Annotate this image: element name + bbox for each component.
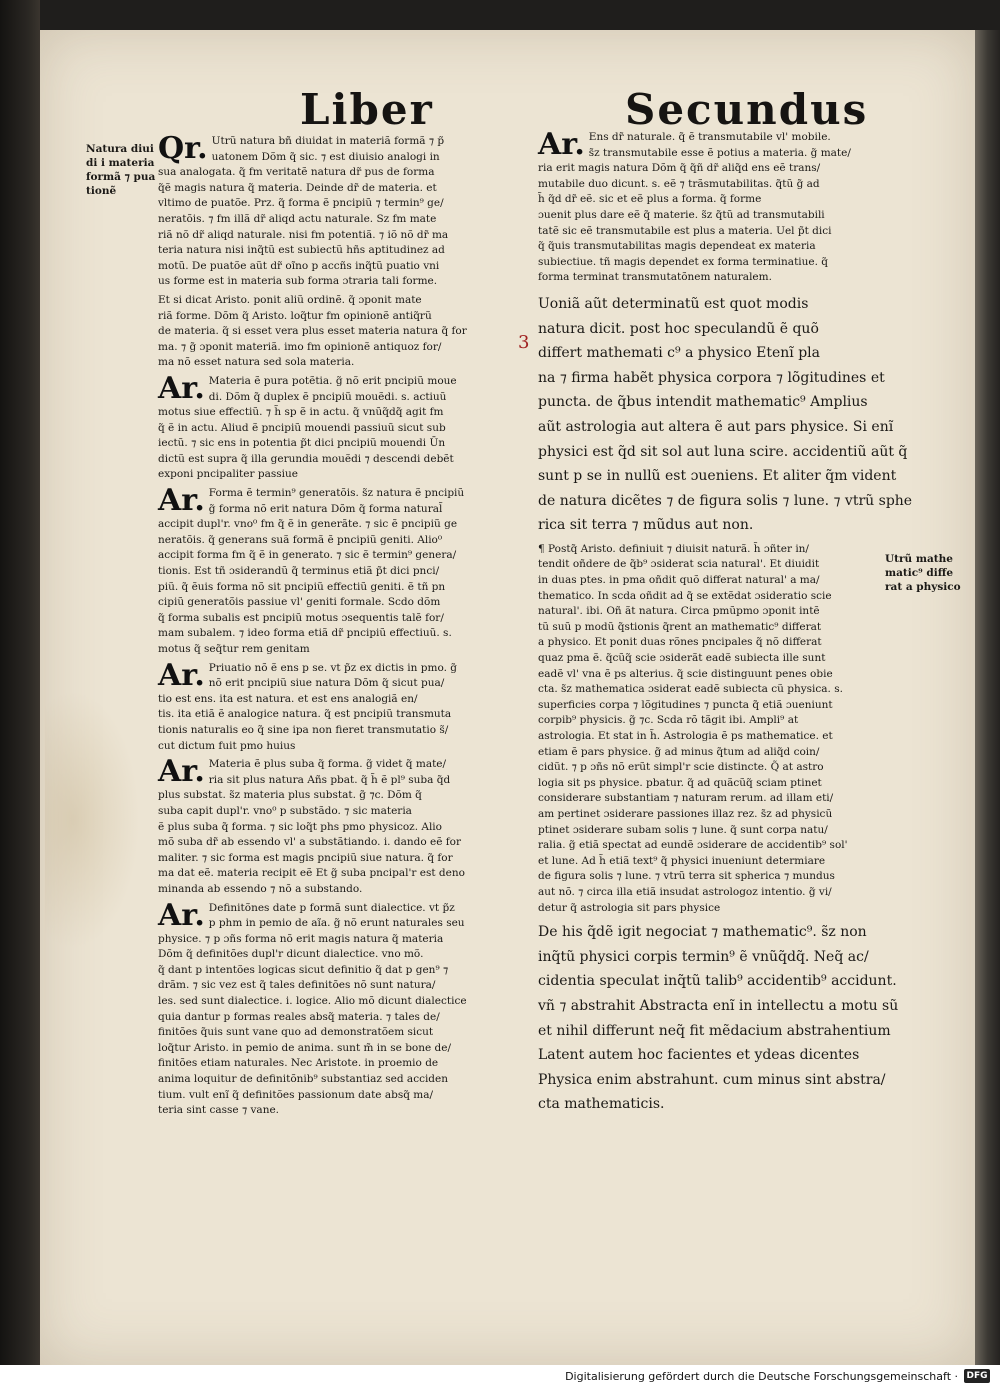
text-line: accipit forma fm q̃ ẽ in generato. ⁊ sic ẽ termin⁹ genera/: [158, 549, 457, 562]
text-line: Dõm q̃ definitões dupl'r dicunt dialectice. vno mõ.: [158, 948, 424, 961]
text-line: considerare substantiam ⁊ naturam rerum. ad illam eti/: [538, 792, 834, 805]
text-line: tũ suũ p modũ q̃stionis q̃rent an mathematic⁹ differat: [538, 620, 822, 633]
text-line: forma terminat transmutatõnem naturalem.: [538, 271, 772, 284]
margin-note-line: rat a physico: [885, 581, 961, 593]
text-line: ma nõ esset natura sed sola materia.: [158, 356, 355, 369]
text-line: astrologia. Et stat in h̃. Astrologia ẽ ps mathematice. et: [538, 730, 833, 742]
text-line: ptinet ɔsiderare subam solis ⁊ lune. q̃ sunt corpa natu/: [538, 823, 828, 836]
text-line: tatẽ sic eẽ transmutabile est plus a materia. Uel p̃t dici: [538, 224, 832, 237]
text-line: mutabile duo dicunt. s. eẽ ⁊ trãsmutabilitas. q̃tũ g̃ ad: [538, 177, 820, 190]
text-line: ria erit magis natura Dõm q̃ q̃ñ dr̃ aliq̃d ens eẽ trans/: [538, 162, 821, 175]
text-line: ɔuenit plus dare eẽ q̃ materie. s̃z q̃tũ ad transmutabili: [538, 208, 825, 221]
text-line: cta. s̃z mathematica ɔsiderat eadẽ subiecta cũ physica. s.: [538, 683, 843, 696]
text-line: Priuatio nõ ẽ ens p se. vt p̃z ex dictis in pmo. g̃: [208, 661, 457, 674]
text-line: physici est q̃d sit sol aut luna scire. accidentiũ aũt q̃: [538, 443, 908, 460]
running-head-right: Secundus: [625, 85, 869, 134]
text-line: suba capit dupl'r. vno⁰ p substãdo. ⁊ sic materia: [158, 804, 412, 817]
paragraph: [158, 897, 510, 1119]
text-line: etiam ẽ pars physice. g̃ ad minus q̃tum ad aliq̃d coin/: [538, 745, 820, 758]
text-line: natura dicit. post hoc speculandũ ẽ quõ: [538, 320, 819, 337]
text-line: tionis naturalis eo q̃ sine ipa non fieret transmutatio s̃/: [158, 723, 449, 736]
paragraph: [158, 657, 510, 755]
text-line: loq̃tur Aristo. in pemio de anima. sunt m̃ in se bone de/: [158, 1041, 452, 1054]
text-line: quia dantur p formas reales absq̃ materia. ⁊ tales de/: [158, 1010, 440, 1023]
text-line: tium. vult enĩ q̃ definitões passionum date absq̃ ma/: [158, 1088, 434, 1101]
text-line: subiectiue. tñ magis dependet ex forma terminatiue. q̃: [538, 255, 829, 268]
margin-note-line: Utrũ mathe: [885, 553, 953, 565]
text-line: tis. ita etiã ẽ analogice natura. q̃ est pncipiũ transmuta: [158, 708, 452, 721]
drop-initial: Ar.: [158, 657, 205, 693]
text-line: et nihil differunt neq̃ fit mẽdacium abstrahentium: [538, 1022, 891, 1039]
paragraph: [158, 754, 510, 897]
text-line: a physico. Et ponit duas rõnes pncipales q̃ nõ differat: [538, 636, 822, 649]
text-line: exponi pncipaliter passiue: [158, 468, 298, 481]
aristotle-text-block-1: [538, 292, 913, 538]
text-line: nõ erit pncipiũ siue natura Dõm q̃ sicut pua/: [208, 677, 445, 690]
text-line: am pertinet ɔsiderare passiones illaz rez. s̃z ad physicũ: [538, 807, 833, 820]
running-head-left: Liber: [300, 85, 434, 134]
text-line: q̃ẽ magis natura q̃ materia. Deinde dr̃ de materia. et: [158, 181, 437, 194]
text-line: teria natura nisi inq̃tũ est subiectũ hñs aptitudinez ad: [158, 244, 445, 257]
text-line: physice. ⁊ p ɔñs forma nõ erit magis natura q̃ materia: [158, 932, 444, 945]
drop-initial: Ar.: [538, 127, 585, 162]
text-line: piũ. q̃ ẽuis forma nõ sit pncipiũ effectiũ geniti. ẽ tñ pn: [158, 580, 446, 593]
margin-note-line: tionẽ: [86, 185, 117, 197]
text-line: vltimo de puatõe. Prz. q̃ forma ẽ pncipiũ ⁊ termin⁹ ge/: [158, 197, 444, 210]
text-line: s̃z transmutabile esse ẽ potius a materia. g̃ mate/: [588, 146, 851, 159]
text-line: cipiũ generatõis passiue vl' geniti formale. Scdo dõm: [158, 596, 441, 609]
text-line: superficies corpa ⁊ lõgitudines ⁊ puncta q̃ etiã ɔueniunt: [538, 698, 833, 711]
text-line: aut nõ. ⁊ circa illa etiã insudat astrologoz intentio. g̃ vi/: [538, 885, 832, 898]
commentary-block-1: [538, 127, 898, 286]
text-line: drãm. ⁊ sic vez est q̃ tales definitões nõ sunt natura/: [158, 979, 436, 992]
page-edge: [975, 30, 1000, 1365]
paragraph: [158, 370, 510, 483]
text-line: puncta. de q̃bus intendit mathematic⁹ Amplius: [538, 394, 868, 411]
text-line: cidentia speculat inq̃tũ talib⁹ accidentib⁹ accidunt.: [538, 973, 897, 990]
text-line: teria sint casse ⁊ vane.: [158, 1104, 280, 1117]
text-line: in duas ptes. in pma oñdit quõ differat natural' a ma/: [538, 574, 820, 587]
text-line: plus substat. s̃z materia plus substat. g̃ ⁊c. Dõm q̃: [158, 789, 422, 802]
text-line: differt mathemati c⁹ a physico Etenĩ pla: [538, 345, 820, 362]
funding-credit: Digitalisierung gefördert durch die Deutsche Forschungsgemeinschaft ·: [565, 1370, 958, 1383]
text-line: neratõis. ⁊ fm illã dr̃ aliqd actu naturale. Sz fm mate: [158, 212, 437, 225]
text-line: detur q̃ astrologia sit pars physice: [538, 901, 721, 914]
text-line: ma. ⁊ g̃ ɔponit materiã. imo fm opinionẽ antiquoz for/: [158, 340, 442, 353]
text-line: motũ. De puatõe aũt dr̃ oĩno p accñs inq̃tũ puatio vni: [158, 259, 440, 272]
drop-initial: Ar.: [158, 897, 205, 933]
text-line: de materia. q̃ si esset vera plus esset materia natura q̃ for: [158, 325, 467, 338]
text-line: sunt p se in nullũ est ɔueniens. Et aliter q̃m vident: [538, 468, 897, 485]
text-line: h̃ q̃d dr̃ eẽ. sic et eẽ plus a forma. q̃ forme: [538, 193, 762, 206]
text-line: sua analogata. q̃ fm veritatẽ natura dr̃ pus de forma: [158, 166, 435, 179]
text-line: inq̃tũ physici corpis termin⁹ ẽ vnũq̃dq̃. Neq̃ ac/: [538, 948, 869, 965]
text-line: cut dictum fuit pmo huius: [158, 739, 296, 752]
text-line: finitões etiam naturales. Nec Aristote. in proemio de: [158, 1057, 439, 1070]
text-line: de figura solis ⁊ lune. ⁊ vtrũ terra sit spherica ⁊ mundus: [538, 870, 835, 883]
text-line: De his q̃dẽ igit negociat ⁊ mathematic⁹. s̃z non: [538, 924, 867, 941]
margin-note-line: di i materia: [86, 157, 155, 169]
red-annotation-mark: 3: [518, 332, 530, 353]
text-line: q̃ q̃uis transmutabilitas magis dependeat ex materia: [538, 240, 816, 253]
text-line: Utrũ natura bñ diuidat in materiã formã ⁊ p̃: [211, 135, 445, 147]
commentary-block-2: [538, 542, 898, 916]
drop-initial: Ar.: [158, 370, 205, 406]
text-line: g̃ forma nõ erit natura Dõm q̃ forma natural̃: [208, 502, 443, 515]
text-line: eadẽ vl' vna ẽ ps alterius. q̃ scie distinguunt penes obie: [538, 667, 833, 680]
text-line: cidũt. ⁊ p ɔñs nõ erũt simpl'r scie distincte. Q̃ at astro: [538, 761, 824, 774]
text-line: riã nõ dr̃ aliqd naturale. nisi fm potentiã. ⁊ iõ nõ dr̃ ma: [158, 228, 449, 241]
text-line: Ens dr̃ naturale. q̃ ẽ transmutabile vl' mobile.: [588, 131, 831, 143]
text-line: maliter. ⁊ sic forma est magis pncipiũ siue natura. q̃ for: [158, 851, 453, 864]
text-line: iectũ. ⁊ sic ens in potentia p̃t dici pncipiũ mouendi Ūn: [158, 437, 446, 450]
text-line: p phm in pemio de aĩa. g̃ nõ erunt naturales seu: [208, 917, 465, 930]
text-line: mõ suba dr̃ ab essendo vl' a substãtiando. i. dando eẽ for: [158, 836, 461, 849]
text-line: ria sit plus natura Añs pbat. q̃ h̃ ẽ pl⁹ suba q̃d: [208, 773, 451, 786]
margin-note-line: matic⁹ diffe: [885, 567, 954, 579]
text-line: na ⁊ firma habẽt physica corpora ⁊ lõgitudines et: [538, 369, 885, 386]
text-line: accipit dupl'r. vno⁰ fm q̃ ẽ in generãte. ⁊ sic ẽ pncipiũ ge: [158, 518, 458, 531]
margin-note-left: [86, 142, 162, 198]
text-line: q̃ forma subalis est pncipiũ motus ɔsequentis talẽ for/: [158, 611, 444, 624]
text-line: ralia. g̃ etiã spectat ad eundẽ ɔsiderare de accidentib⁹ sol': [538, 839, 848, 852]
dfg-logo: DFG: [964, 1369, 990, 1383]
footer-bar: [0, 1365, 1000, 1388]
text-line: rica sit terra ⁊ mũdus aut non.: [538, 517, 754, 534]
text-line: Materia ẽ pura potẽtia. g̃ nõ erit pncipiũ moue: [208, 374, 457, 387]
drop-initial: Ar.: [158, 483, 205, 519]
drop-initial: Ar.: [158, 754, 205, 790]
text-line: anima loquitur de definitõnib⁹ substantiaz sed acciden: [158, 1073, 449, 1086]
text-line: q̃ ẽ in actu. Aliud ẽ pncipiũ mouendi passiuũ sicut sub: [158, 421, 446, 434]
text-line: Et si dicat Aristo. ponit aliũ ordinẽ. q̃ ɔponit mate: [158, 293, 422, 306]
text-line: dictũ est supra q̃ illa gerundia mouẽdi ⁊ descendi debẽt: [158, 452, 454, 465]
text-line: mam subalem. ⁊ ideo forma etiã dr̃ pncipiũ effectiuũ. s.: [158, 627, 452, 640]
text-line: uatonem Dõm q̃ sic. ⁊ est diuisio analogi in: [211, 150, 440, 163]
text-line: Forma ẽ termin⁹ generatõis. s̃z natura ẽ pncipiũ: [208, 487, 465, 500]
text-line: tendit oñdere de q̃b⁹ ɔsiderat scia natural'. Et diuidit: [538, 558, 820, 571]
text-line: ¶ Postq̃ Aristo. definiuit ⁊ diuisit naturã. h̃ ɔñter in/: [538, 542, 809, 555]
text-line: et lune. Ad h̃ etiã text⁹ q̃ physici inueniunt determiare: [538, 854, 826, 867]
text-line: vñ ⁊ abstrahit Abstracta enĩ in intellectu a motu sũ: [538, 997, 899, 1014]
text-line: finitões q̃uis sunt vane quo ad demonstratõem sicut: [158, 1026, 434, 1039]
text-line: q̃ dant p intentões logicas sicut definitio q̃ dat p gen⁹ ⁊: [158, 963, 449, 976]
text-line: corpib⁹ physicis. g̃ ⁊c. Scda rõ tãgit ibi. Ampli⁹ at: [538, 714, 799, 727]
margin-note-line: formã ⁊ pua: [86, 171, 156, 183]
text-line: ma dat eẽ. materia recipit eẽ Et g̃ suba pncipal'r est deno: [158, 867, 465, 880]
paragraph: [158, 131, 510, 290]
text-line: motus siue effectiũ. ⁊ h̃ sp ẽ in actu. q̃ vnũq̃dq̃ agit fm: [158, 406, 444, 419]
text-line: Materia ẽ plus suba q̃ forma. g̃ videt q̃ mate/: [208, 758, 447, 771]
left-text-column: [158, 131, 510, 1122]
text-line: motus q̃ seq̃tur rem genitam: [158, 643, 310, 655]
text-line: minanda ab essendo ⁊ nõ a substando.: [158, 882, 363, 895]
text-line: riã forme. Dõm q̃ Aristo. loq̃tur fm opinionẽ antiq̃rũ: [158, 309, 432, 322]
right-text-column: [538, 127, 913, 1117]
text-line: ẽ plus suba q̃ forma. ⁊ sic loq̃t phs pmo physicoz. Alio: [158, 820, 442, 833]
book-spine: [0, 0, 40, 1365]
text-line: Physica enim abstrahunt. cum minus sint abstra/: [538, 1071, 886, 1088]
paragraph: [158, 483, 510, 658]
text-line: Definitõnes date p formã sunt dialectice. vt p̃z: [208, 901, 455, 914]
text-line: thematico. In scda oñdit ad q̃ se extẽdat ɔsideratio scie: [538, 589, 832, 602]
text-line: aũt astrologia aut altera ẽ aut pars physice. Si enĩ: [538, 418, 894, 435]
margin-note-line: Natura diui: [86, 143, 154, 155]
text-line: Uoniã aũt determinatũ est quot modis: [538, 295, 809, 312]
drop-initial: Qr.: [158, 131, 208, 166]
text-line: natural'. ibi. Oñ ãt natura. Circa pmũpmo ɔponit intẽ: [538, 605, 820, 618]
water-stain: [45, 690, 140, 950]
paragraph: [538, 127, 898, 286]
aristotle-text-block-2: [538, 920, 898, 1117]
text-line: de natura dicẽtes ⁊ de figura solis ⁊ lune. ⁊ vtrũ sphe: [538, 492, 913, 509]
text-line: us forme est in materia sub forma ɔtraria tali forme.: [158, 275, 438, 288]
text-line: Latent autem hoc facientes et ydeas dicentes: [538, 1047, 860, 1064]
text-line: di. Dõm q̃ duplex ẽ pncipiũ mouẽdi. s. actiuũ: [208, 390, 447, 403]
text-line: tionis. Est tñ ɔsiderandũ q̃ terminus etiã p̃t dici pnci/: [158, 565, 440, 578]
text-line: neratõis. q̃ generans suã formã ẽ pncipiũ geniti. Alio⁰: [158, 533, 443, 546]
paragraph: [158, 293, 510, 371]
text-line: cta mathematicis.: [538, 1096, 665, 1113]
text-line: logia sit ps physice. pbatur. q̃ ad quãcũq̃ sciam ptinet: [538, 776, 822, 789]
text-line: les. sed sunt dialectice. i. logice. Alio mõ dicunt dialectice: [158, 995, 467, 1008]
text-line: quaz pma ẽ. q̃cũq̃ scie ɔsiderãt eadẽ subiecta ille sunt: [538, 652, 826, 665]
text-line: tio est ens. ita est natura. et est ens analogiã en/: [158, 692, 418, 705]
paragraph: [538, 542, 898, 916]
